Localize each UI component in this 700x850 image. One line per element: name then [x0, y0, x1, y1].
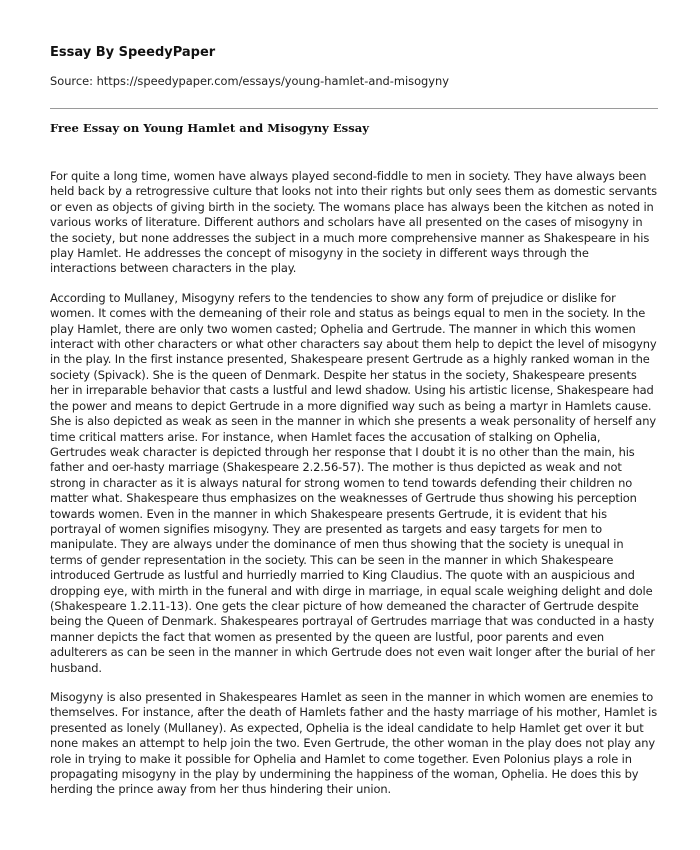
essay-body: [50, 169, 658, 812]
header-divider: [50, 108, 658, 109]
paragraph-intro: For quite a long time, women have always played second-fiddle to men in society. They have always been held back by a retrogressive culture that looks not into their rights but only sees them as domestic servants or even as objects of giving birth in the society. The womans place has always been the kitchen as noted in various works of literature. Different authors and scholars have all presented on the cases of misogyny in the society, but none addresses the subject in a much more comprehensive manner as Shakespeare in his play Hamlet. He addresses the concept of misogyny in the society in different ways through the interactions between characters in the play.: [50, 169, 657, 276]
paragraph-women-enemies: Misogyny is also presented in Shakespeares Hamlet as seen in the manner in which women are enemies to themselves. For instance, after the death of Hamlets father and the hasty marriage of his mother, Hamlet is presented as lonely (Mullaney). As expected, Ophelia is the ideal candidate to help Hamlet get over it but none makes an attempt to help join the two. Even Gertrude, the other woman in the play does not play any role in trying to make it possible for Ophelia and Hamlet to come together. Even Polonius plays a role in propagating misogyny in the play by undermining the happiness of the woman, Ophelia. He does this by herding the prince away from her thus hindering their union.: [50, 690, 658, 797]
site-title: Essay By SpeedyPaper: [50, 45, 216, 60]
paragraph-misogyny-definition: According to Mullaney, Misogyny refers to the tendencies to show any form of prejudice or dislike for women. It comes with the demeaning of their role and status as beings equal to men in the society. In the play Hamlet, there are only two women casted; Ophelia and Gertrude. The manner in which this women interact with other characters or what other characters say about them help to depict the level of misogyny in the play. In the first instance presented, Shakespeare present Gertrude as a highly ranked woman in the society (Spivack). She is the queen of Denmark. Despite her status in the society, Shakespeare presents her in irreparable behavior that casts a lustful and lewd shadow. Using his artistic license, Shakespeare had the power and means to depict Gertrude in a more dignified way such as being a martyr in Hamlets cause. She is also depicted as weak as seen in the manner in which she presents a weak personality of herself any time critical matters arise. For instance, when Hamlet faces the accusation of stalking on Ophelia, Gertrudes weak character is depicted through her response that I doubt it is no other than the main, his father and oer-hasty marriage (Shakespeare 2.2.56-57). The mother is thus depicted as weak and not strong in character as it is always natural for strong women to tend towards defending their children no matter what. Shakespeare thus emphasizes on the weaknesses of Gertrude thus showing his perception towards women. Even in the manner in which Shakespeare presents Gertrude, it is evident that his portrayal of women signifies misogyny. They are presented as targets and easy targets for men to manipulate. They are always under the dominance of men thus showing that the society is unequal in terms of gender representation in the society. This can be seen in the manner in which Shakespeare introduced Gertrude as lustful and hurriedly married to King Claudius. The quote with an auspicious and dropping eye, with mirth in the funeral and with dirge in marriage, in equal scale weighing delight and dole (Shakespeare 1.2.11-13). One gets the clear picture of how demeaned the character of Gertrude despite being the Queen of Denmark. Shakespeares portrayal of Gertrudes marriage that was conducted in a hasty manner depicts the fact that women as presented by the queen are lustful, poor parents and even adulterers as can be seen in the manner in which Gertrude does not even wait longer after the burial of her husband.: [50, 290, 657, 675]
essay-title: Free Essay on Young Hamlet and Misogyny Essay: [50, 121, 369, 135]
source-line: Source: https://speedypaper.com/essays/young-hamlet-and-misogyny: [50, 74, 449, 88]
